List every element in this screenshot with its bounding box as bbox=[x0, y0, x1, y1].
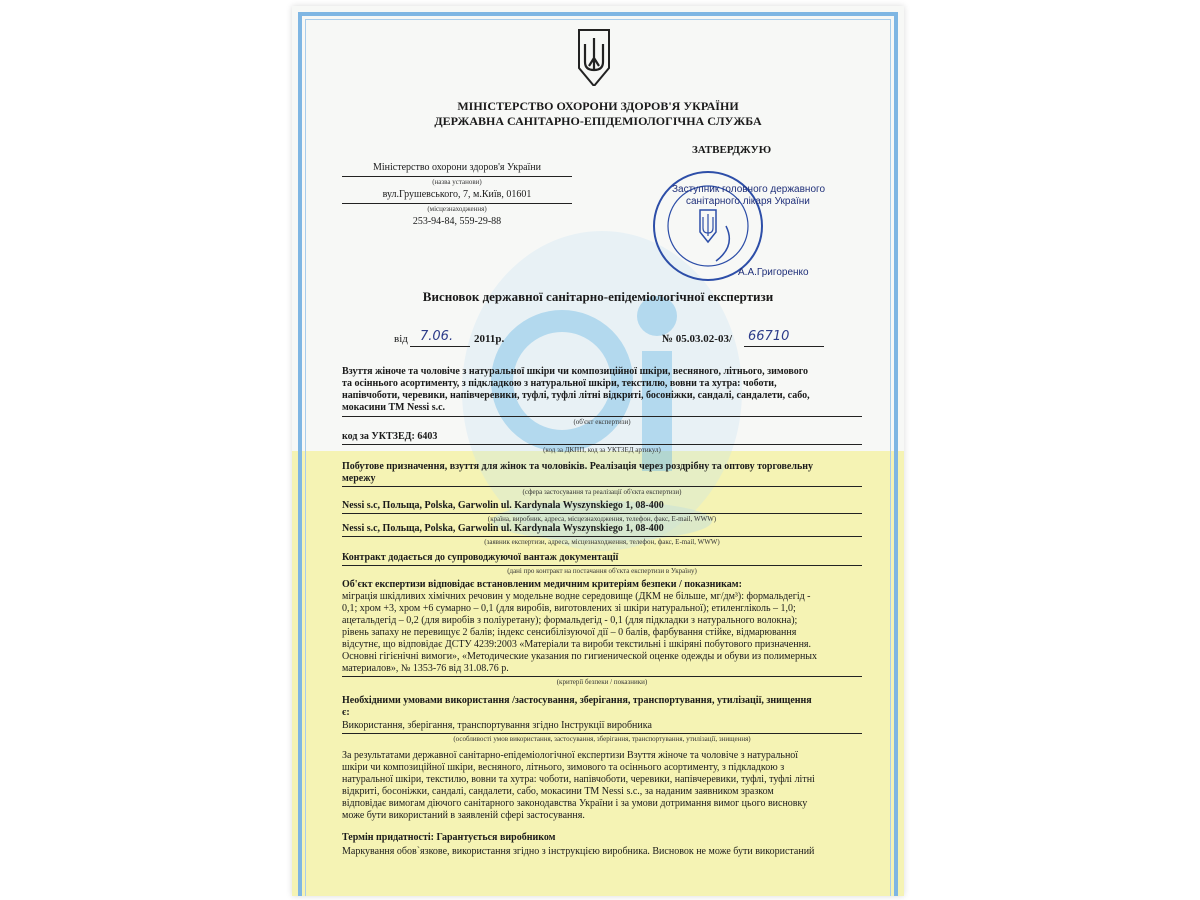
scope-line-2: мережу bbox=[342, 473, 376, 484]
uktzed-code: код за УКТЗЕД: 6403 bbox=[342, 431, 438, 442]
object-line-2: та осіннього асортименту, з підкладкою з натуральної шкіри, текстилю, вовни та хутра: чоботи, bbox=[342, 378, 777, 389]
contract-caption: (дані про контракт на постачання об'єкта експертизи в Україну) bbox=[507, 567, 697, 575]
signatory-name: А.А.Григоренко bbox=[738, 267, 809, 278]
criteria-line-7: материалов», № 1353-76 від 31.08.76 р. bbox=[342, 663, 509, 674]
conclusion-text bbox=[342, 750, 872, 822]
validity-term: Термін придатності: Гарантується виробником bbox=[342, 832, 556, 843]
date-prefix: від bbox=[394, 333, 408, 345]
scope-underline bbox=[342, 486, 862, 487]
date-underline bbox=[410, 346, 470, 347]
conclusion-line-6: може бути використаний в заявленій сфері застосування. bbox=[342, 810, 585, 821]
issuer-name-caption: (назва установи) bbox=[432, 178, 482, 186]
contract-underline bbox=[342, 565, 862, 566]
marking-text: Маркування обов`язкове, використання згідно з інструкцією виробника. Висновок не може бути використаний bbox=[342, 846, 815, 857]
object-description bbox=[342, 366, 872, 414]
manufacturer-text: Nessi s.c, Польща, Polska, Garwolin ul. Kardynala Wyszynskiego 1, 08-400 bbox=[342, 500, 664, 511]
conditions-heading-line-1: Необхідними умовами використання /застосування, зберігання, транспортування, утилізації, знищення bbox=[342, 695, 812, 706]
criteria-line-1: міграція шкідливих хімічних речовин у модельне водне середовище (ДКМ не більше, мг/дм³): формальдегід - bbox=[342, 591, 811, 602]
certificate-page bbox=[292, 6, 904, 896]
object-line-4: мокасини ТМ Nessi s.c. bbox=[342, 402, 446, 413]
conclusion-line-4: відкриті, босоніжки, сандалі, сандалети, сабо, мокасини ТМ Nessi s.c., за наданим заявником зразком bbox=[342, 786, 774, 797]
criteria-line-5: відсутнє, що відповідає ДСТУ 4239:2003 «Матеріали та вироби текстильні і шкіряні побутового призначення. bbox=[342, 639, 812, 650]
contract-text: Контракт додається до супроводжуючої вантаж документації bbox=[342, 552, 619, 563]
code-underline bbox=[342, 444, 862, 445]
criteria-heading: Об'єкт експертизи відповідає встановленим медичним критеріям безпеки / показникам: bbox=[342, 579, 742, 590]
conclusion-line-2: шкіри чи композиційної шкіри, весняного, літнього, зимового та осіннього асортименту, з підкладкою з bbox=[342, 762, 785, 773]
applicant-underline bbox=[342, 536, 862, 537]
date-year: 2011р. bbox=[474, 333, 505, 345]
service-title: ДЕРЖАВНА САНІТАРНО-ЕПІДЕМІОЛОГІЧНА СЛУЖБА bbox=[434, 114, 762, 128]
scope-line-1: Побутове призначення, взуття для жінок та чоловіків. Реалізація через роздрібну та оптову торговельну bbox=[342, 461, 813, 472]
object-line-1: Взуття жіноче та чоловіче з натуральної шкіри чи композиційної шкіри, весняного, літнього, зимового bbox=[342, 366, 808, 377]
criteria-line-2: 0,1; хром +3, хром +6 сумарно – 0,1 (для виробів, виготовлених зі шкіри натуральної); етиленгліколь – 1,0; bbox=[342, 603, 796, 614]
approve-label: ЗАТВЕРДЖУЮ bbox=[692, 144, 772, 156]
conditions-heading-line-2: є: bbox=[342, 707, 350, 718]
document-number-prefix: № 05.03.02-03/ bbox=[662, 333, 733, 345]
manufacturer-underline bbox=[342, 513, 862, 514]
object-underline bbox=[342, 416, 862, 417]
trident-emblem-icon bbox=[577, 28, 611, 86]
issuer-name: Міністерство охорони здоров'я України bbox=[372, 162, 542, 173]
manufacturer-caption: (країна, виробник, адреса, місцезнаходження, телефон, факс, E-mail, WWW) bbox=[487, 515, 717, 523]
signatory-position-2: санітарного лікаря України bbox=[686, 196, 810, 207]
conditions-heading bbox=[342, 695, 872, 719]
criteria-line-4: рівень запаху не перевищує 2 балів; індекс сенсибілізуючої дії – 0 балів, фарбування стійке, відмарювання bbox=[342, 627, 797, 638]
ministry-title: МІНІСТЕРСТВО ОХОРОНИ ЗДОРОВ'Я УКРАЇНИ bbox=[457, 99, 739, 113]
issuer-address: вул.Грушевського, 7, м.Київ, 01601 bbox=[382, 189, 532, 200]
conditions-caption: (особливості умов використання, застосування, зберігання, транспортування, утилізації, знищення) bbox=[453, 735, 751, 743]
code-caption: (код за ДКПП, код за УКТЗЕД артикул) bbox=[543, 446, 661, 454]
scope-caption: (сфера застосування та реалізації об'єкта експертизи) bbox=[522, 488, 682, 496]
object-line-3: напівчоботи, черевики, напівчеревики, туфлі, туфлі літні відкриті, босоніжки, сандалі, сандалети, сабо, bbox=[342, 390, 810, 401]
criteria-line-6: Основні гігієнічні вимоги», «Методические указания по гигиенической оценке одежды и обуви из полимерных bbox=[342, 651, 818, 662]
conclusion-line-3: натуральної шкіри, текстилю, вовни та хутра: чоботи, напівчоботи, черевики, напівчеревики, туфлі, туфлі літні bbox=[342, 774, 815, 785]
conditions-underline bbox=[342, 733, 862, 734]
number-underline bbox=[744, 346, 824, 347]
document-title: Висновок державної санітарно-епідеміологічної експертизи bbox=[422, 289, 774, 304]
criteria-line-3: ацетальдегід – 0,2 (для виробів з поліуретану); формальдегід - 0,1 (для підкладки з натурального волокна); bbox=[342, 615, 798, 626]
scope-description bbox=[342, 461, 872, 485]
criteria-underline bbox=[342, 676, 862, 677]
criteria-caption: (критерії безпеки / показники) bbox=[556, 678, 648, 686]
signatory-position-1: Заступник головного державного bbox=[672, 184, 826, 195]
issuer-phones: 253-94-84, 559-29-88 bbox=[412, 216, 502, 227]
conclusion-line-5: відповідає вимогам діючого санітарного законодавства України і за умови дотримання вимог цього висновку bbox=[342, 798, 808, 809]
date-handwritten: 7.06. bbox=[420, 329, 454, 344]
object-caption: (об'єкт експертизи) bbox=[573, 418, 631, 426]
criteria-text bbox=[342, 591, 872, 675]
issuer-address-underline bbox=[342, 203, 572, 204]
conditions-text: Використання, зберігання, транспортування згідно Інструкції виробника bbox=[342, 720, 652, 731]
issuer-address-caption: (місцезнаходження) bbox=[427, 205, 487, 213]
applicant-text: Nessi s.c, Польща, Polska, Garwolin ul. Kardynala Wyszynskiego 1, 08-400 bbox=[342, 523, 664, 534]
issuer-name-underline bbox=[342, 176, 572, 177]
conclusion-line-1: За результатами державної санітарно-епідеміологічної експертизи Взуття жіноче та чоловіче з натуральної bbox=[342, 750, 799, 761]
document-number-handwritten: 66710 bbox=[748, 329, 790, 344]
applicant-caption: (заявник експертизи, адреса, місцезнаходження, телефон, факс, E-mail, WWW) bbox=[484, 538, 720, 546]
